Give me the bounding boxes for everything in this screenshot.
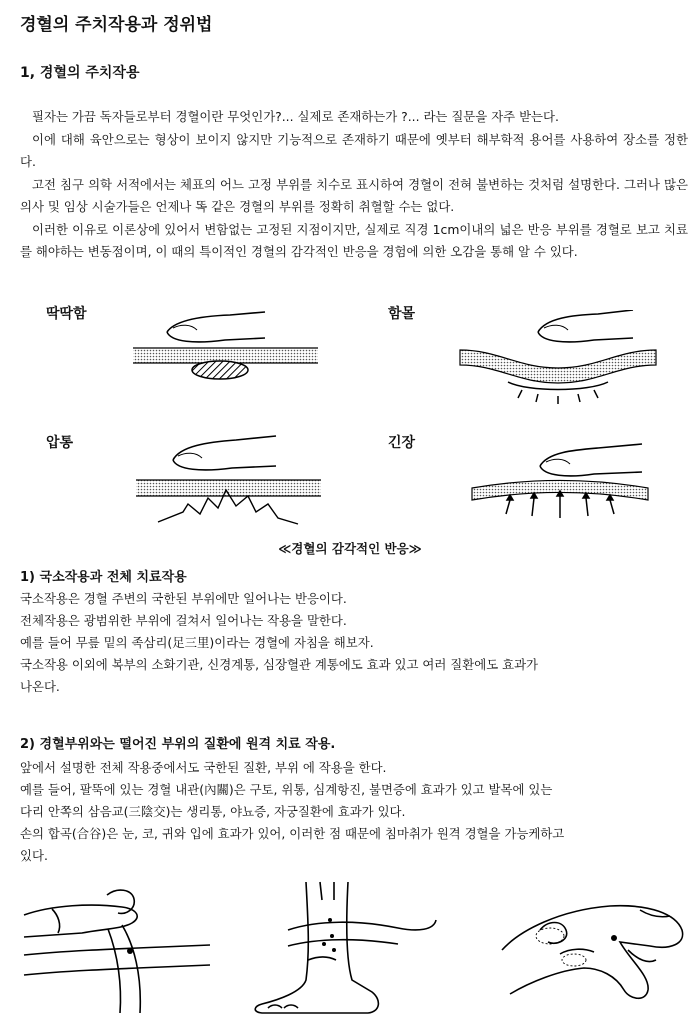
section-heading-main-effects: 1, 경혈의 주치작용 (20, 65, 140, 81)
text-line: 예를 들어 무릎 밑의 족삼리(足三里)이라는 경혈에 자침을 해보자. (20, 635, 374, 650)
intro-paragraph: 필자는 가끔 독자들로부터 경혈이란 무엇인가?... 실제로 존재하는가 ?... 라는 질문을 자주 받는다. (32, 109, 559, 124)
depression-illustration (458, 310, 658, 410)
text-line: 다리 안쪽의 삼음교(三陰交)는 생리통, 야뇨증, 자궁질환에 효과가 있다. (20, 804, 406, 819)
page-title: 경혈의 주치작용과 정위법 (20, 15, 213, 35)
tension-illustration (470, 440, 650, 525)
ankle-illustration (248, 880, 438, 1015)
text-line: 예를 들어, 팔뚝에 있는 경혈 내관(內關)은 구토, 위통, 심계항진, 불면증에 효과가 있고 발목에 있는 (20, 782, 553, 797)
intro-paragraph: 이러한 이유로 이론상에 있어서 변함없는 고정된 지점이지만, 실제로 직경 1cm이내의 넓은 반응 부위를 경혈로 보고 치료를 해야하는 변동점이며, 이 때의 특이적인 경혈의 감각적인 반응을 경험에 의한 오감을 통해 알 수 있다. (20, 221, 688, 259)
intro-paragraph: 이에 대해 육안으로는 형상이 보이지 않지만 기능적으로 존재하기 때문에 옛부터 해부학적 용어를 사용하여 장소를 정한다. (20, 131, 688, 169)
local-whole-text (20, 588, 690, 698)
figure-caption: ≪경혈의 감각적인 반응≫ (278, 541, 422, 556)
label-tension: 긴장 (388, 435, 416, 451)
label-tenderness: 압통 (46, 435, 74, 451)
section-heading-local-whole: 1) 국소작용과 전체 치료작용 (20, 570, 187, 585)
text-line: 나온다. (20, 679, 60, 694)
text-line: 전체작용은 광범위한 부위에 걸쳐서 일어나는 작용을 말한다. (20, 613, 347, 628)
remote-text (20, 757, 690, 867)
text-line: 앞에서 설명한 전체 작용중에서도 국한된 질환, 부위 에 작용을 한다. (20, 760, 387, 775)
section-heading-remote: 2) 경혈부위와는 떨어진 부위의 질환에 원격 치료 작용. (20, 737, 336, 752)
wrist-illustration (22, 885, 212, 1015)
hand-illustration (500, 890, 690, 1010)
label-depression: 함몰 (388, 306, 416, 322)
intro-paragraph: 고전 침구 의학 서적에서는 체표의 어느 고정 부위를 치수로 표시하여 경혈이 전혀 불변하는 것처럼 설명한다. 그러나 많은 의사 및 임상 시술가들은 언제나 똑 같은 경혈의 부위를 정확히 취혈할 수는 없다. (20, 176, 688, 214)
text-line: 국소작용 이외에 복부의 소화기관, 신경계통, 심장혈관 계통에도 효과 있고 여러 질환에도 효과가 (20, 657, 539, 672)
hardness-illustration (125, 310, 325, 400)
text-line: 있다. (20, 848, 48, 863)
label-hardness: 딱딱함 (46, 306, 87, 322)
text-line: 손의 합곡(合谷)은 눈, 코, 귀와 입에 효과가 있어, 이러한 점 때문에 침마취가 원격 경혈을 가능케하고 (20, 826, 565, 841)
text-line: 국소작용은 경혈 주변의 국한된 부위에만 일어나는 반응이다. (20, 591, 347, 606)
tenderness-illustration (128, 422, 328, 532)
intro-text (20, 106, 688, 264)
